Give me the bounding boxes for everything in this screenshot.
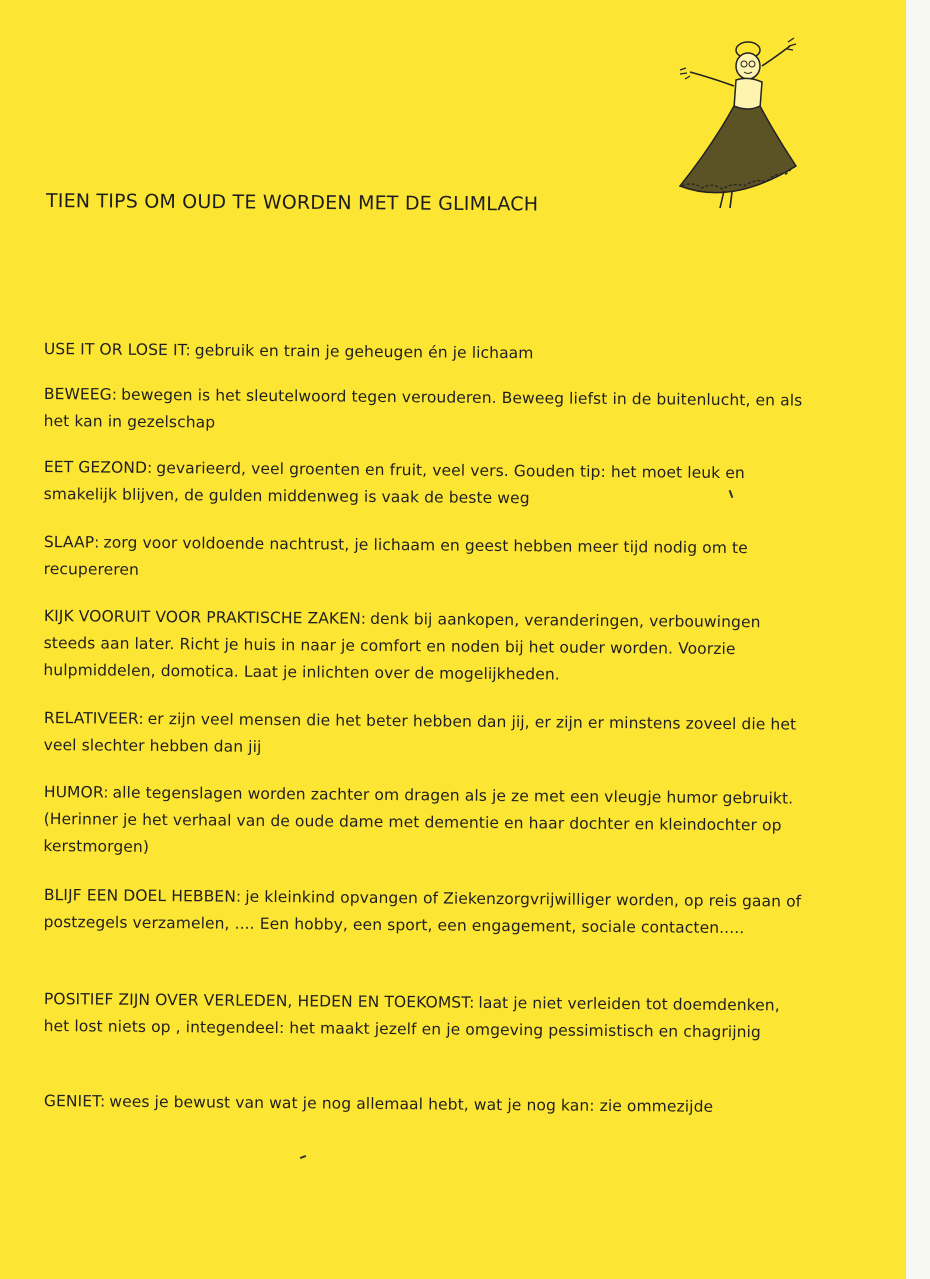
tip-text: bewegen is het sleutelwoord tegen verouderen. Beweeg liefst in de buitenlucht, en als het kan in gezelschap xyxy=(43,385,803,432)
scan-margin xyxy=(906,0,930,1279)
tip-heading: POSITIEF ZIJN OVER VERLEDEN, HEDEN EN TOEKOMST: xyxy=(43,989,475,1012)
tip-heading: KIJK VOORUIT VOOR PRAKTISCHE ZAKEN: xyxy=(43,606,367,628)
tip-text: gevarieerd, veel groenten en fruit, veel vers. Gouden tip: het moet leuk en smakelijk blijven, de gulden middenweg is vaak de beste weg xyxy=(43,458,745,508)
tip-heading: BEWEEG: xyxy=(43,384,118,404)
tip-heading: HUMOR: xyxy=(43,782,109,802)
page-title: TIEN TIPS OM OUD TE WORDEN MET DE GLIMLACH xyxy=(45,190,539,216)
tip-positief xyxy=(44,986,804,1047)
tip-text: gebruik en train je geheugen én je lichaam xyxy=(194,341,534,363)
tip-slaap xyxy=(44,529,804,590)
tip-text: laat je niet verleiden tot doemdenken, het lost niets op , integendeel: het maakt jezelf en je omgeving pessimistisch en chagrijnig xyxy=(43,993,780,1042)
tip-heading: USE IT OR LOSE IT: xyxy=(43,339,191,360)
tip-blijf-doel xyxy=(44,882,804,943)
dancing-grandma-illustration xyxy=(672,36,806,212)
tip-heading: RELATIVEER: xyxy=(43,708,144,728)
tip-text: zorg voor voldoende nachtrust, je lichaam en geest hebben meer tijd nodig om te recupereren xyxy=(43,533,748,579)
scan-speck xyxy=(300,1155,306,1159)
tip-beweeg xyxy=(44,381,804,442)
tip-heading: GENIET: xyxy=(43,1091,106,1111)
tip-text: alle tegenslagen worden zachter om dragen als je ze met een vleugje humor gebruikt. (Herinner je het verhaal van de oude dame met dementie en haar dochter en kleindochter op kerstmorgen) xyxy=(43,783,794,856)
tip-text: je kleinkind opvangen of Ziekenzorgvrijwilliger worden, op reis gaan of postzegels verzamelen, .... Een hobby, een sport, een engagement, sociale contacten..... xyxy=(43,887,802,938)
tip-humor xyxy=(43,779,804,867)
tip-text: wees je bewust van wat je nog allemaal hebt, wat je nog kan: zie ommezijde xyxy=(109,1092,714,1116)
tip-relativeer xyxy=(44,705,804,766)
tip-heading: BLIJF EEN DOEL HEBBEN: xyxy=(43,885,242,906)
tip-kijk-vooruit xyxy=(43,603,804,691)
tip-use-it xyxy=(44,336,804,370)
tip-text: denk bij aankopen, veranderingen, verbouwingen steeds aan later. Richt je huis in naar je comfort en noden bij het ouder worden. Voorzie hulpmiddelen, domotica. Laat je inlichten over de mogelijkheden. xyxy=(43,609,761,684)
tip-heading: SLAAP: xyxy=(43,532,100,552)
tip-text: er zijn veel mensen die het beter hebben dan jij, er zijn er minstens zoveel die het veel slechter hebben dan jij xyxy=(43,709,797,756)
tip-eet-gezond xyxy=(44,454,804,515)
tip-geniet xyxy=(44,1088,804,1122)
tip-heading: EET GEZOND: xyxy=(43,457,153,477)
